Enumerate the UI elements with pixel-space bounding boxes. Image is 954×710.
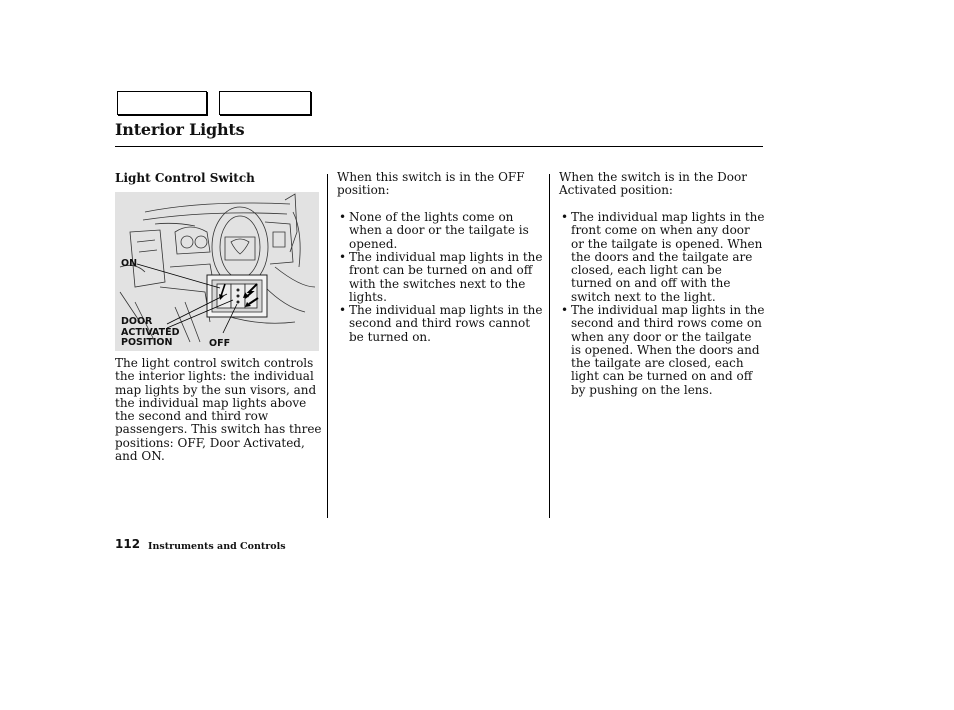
- label-off: OFF: [209, 338, 231, 349]
- intro-paragraph: The light control switch controls the interior lights: the individual map lights by the sun visors, and the individual map lights above the second and third row passengers. This switch has three positions: OFF, Door Activated, and ON.: [115, 356, 322, 464]
- bullet-dot: •: [339, 303, 347, 317]
- bullet-text: The individual map lights in the front come on when any door or the tailgate is opened. When the doors and the tailgate are closed, each light can be turned on and off with the switch next to the light.: [571, 210, 765, 304]
- footer-section-name: Instruments and Controls: [148, 541, 286, 552]
- column-divider-2: [549, 174, 550, 518]
- off-bullet-1: [337, 211, 545, 251]
- nav-tab-box-2[interactable]: [219, 91, 311, 115]
- bullet-dot: •: [561, 303, 569, 317]
- bullet-text: None of the lights come on when a door or the tailgate is opened.: [349, 210, 529, 251]
- label-door-activated: DOOR ACTIVATED POSITION: [121, 316, 180, 348]
- label-on: ON: [121, 258, 138, 269]
- bullet-text: The individual map lights in the front can be turned on and off with the switches next to the lights.: [349, 250, 543, 304]
- bullet-dot: •: [561, 210, 569, 224]
- column-divider-1: [327, 174, 328, 518]
- bullet-dot: •: [339, 250, 347, 264]
- off-position-lead: When this switch is in the OFF position:: [337, 170, 525, 198]
- page-number: 112: [115, 537, 141, 551]
- door-bullet-2: [559, 304, 765, 397]
- nav-tab-box-1[interactable]: [117, 91, 207, 115]
- page-title: Interior Lights: [115, 120, 245, 139]
- off-bullet-3: [337, 304, 545, 344]
- title-rule: [115, 146, 763, 147]
- section-heading: Light Control Switch: [115, 171, 255, 185]
- door-activated-lead: When the switch is in the Door Activated position:: [559, 170, 747, 198]
- light-switch-illustration: [115, 192, 319, 351]
- door-bullet-1: [559, 211, 765, 304]
- bullet-dot: •: [339, 210, 347, 224]
- bullet-text: The individual map lights in the second and third rows cannot be turned on.: [349, 303, 543, 344]
- off-bullet-2: [337, 251, 545, 304]
- bullet-text: The individual map lights in the second and third rows come on when any door or the tailgate is opened. When the doors and the tailgate are closed, each light can be turned on and off by pushing on the lens.: [571, 303, 765, 397]
